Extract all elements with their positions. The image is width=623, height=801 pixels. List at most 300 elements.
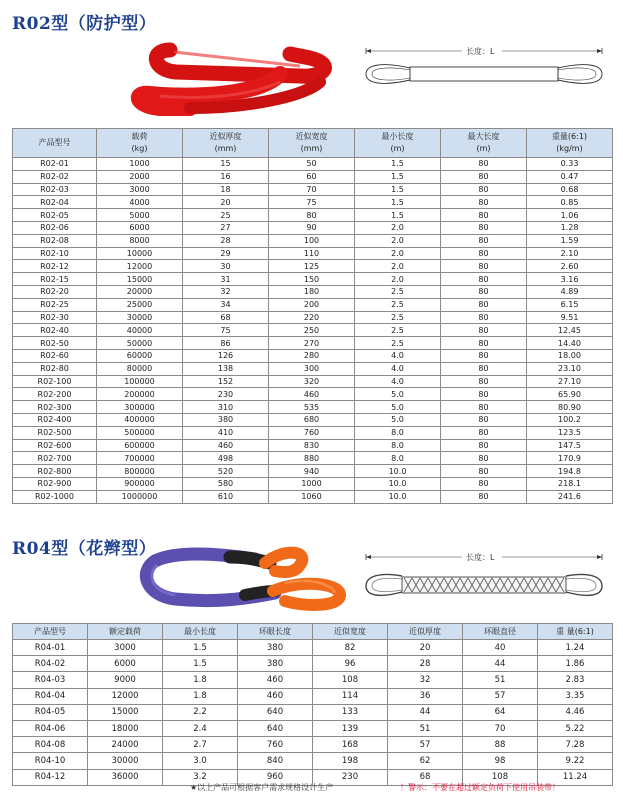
table-cell: 940 bbox=[269, 465, 355, 478]
r04-length-diagram bbox=[362, 546, 614, 606]
table-cell: 20 bbox=[388, 640, 463, 656]
table-cell: 1.5 bbox=[355, 209, 441, 222]
table-cell: 80 bbox=[441, 349, 527, 362]
table-cell: 194.8 bbox=[527, 465, 613, 478]
table-cell: 133 bbox=[313, 704, 388, 720]
table-cell: 2.10 bbox=[527, 247, 613, 260]
r02-section-title: R02型（防护型） bbox=[12, 14, 157, 34]
r02-length-diagram bbox=[362, 38, 614, 90]
table-cell: 840 bbox=[238, 753, 313, 769]
table-cell: 3.0 bbox=[163, 753, 238, 769]
table-cell: 57 bbox=[463, 688, 538, 704]
r04-header-cell: 近似宽度 bbox=[313, 624, 388, 640]
table-cell: 28 bbox=[183, 234, 269, 247]
table-cell: 380 bbox=[238, 656, 313, 672]
table-cell: 80 bbox=[441, 375, 527, 388]
table-cell: 152 bbox=[183, 375, 269, 388]
table-cell: 760 bbox=[238, 737, 313, 753]
r04-header-cell: 重 量(6:1) bbox=[538, 624, 613, 640]
table-cell: 1000000 bbox=[97, 490, 183, 503]
table-cell: 2.5 bbox=[355, 285, 441, 298]
table-row bbox=[13, 375, 613, 388]
table-cell: 460 bbox=[269, 388, 355, 401]
table-cell: 10.0 bbox=[355, 490, 441, 503]
table-cell: 80 bbox=[441, 209, 527, 222]
table-cell: 6.15 bbox=[527, 298, 613, 311]
table-cell: 11.24 bbox=[538, 769, 613, 785]
table-cell: R04-02 bbox=[13, 656, 88, 672]
table-cell: 9000 bbox=[88, 672, 163, 688]
table-cell: 2.0 bbox=[355, 247, 441, 260]
table-cell: 0.85 bbox=[527, 196, 613, 209]
table-cell: 2.0 bbox=[355, 234, 441, 247]
table-row bbox=[13, 388, 613, 401]
table-cell: 9.51 bbox=[527, 311, 613, 324]
table-cell: 80 bbox=[441, 234, 527, 247]
table-cell: 80 bbox=[441, 362, 527, 375]
table-cell: 410 bbox=[183, 426, 269, 439]
table-cell: 8000 bbox=[97, 234, 183, 247]
table-cell: 4.89 bbox=[527, 285, 613, 298]
table-cell: R02-800 bbox=[13, 465, 97, 478]
table-cell: 2.5 bbox=[355, 324, 441, 337]
table-cell: 6000 bbox=[97, 221, 183, 234]
table-cell: 2.5 bbox=[355, 311, 441, 324]
table-cell: 80 bbox=[441, 324, 527, 337]
table-cell: 28 bbox=[388, 656, 463, 672]
table-cell: 10.0 bbox=[355, 477, 441, 490]
table-cell: 80 bbox=[441, 337, 527, 350]
r04-section-title: R04型（花辫型） bbox=[12, 539, 157, 559]
table-cell: R04-10 bbox=[13, 753, 88, 769]
table-cell: R02-03 bbox=[13, 183, 97, 196]
table-cell: 1.5 bbox=[163, 656, 238, 672]
table-cell: R02-700 bbox=[13, 452, 97, 465]
table-cell: 640 bbox=[238, 704, 313, 720]
table-cell: 1.5 bbox=[163, 640, 238, 656]
table-cell: 960 bbox=[238, 769, 313, 785]
table-cell: 114 bbox=[313, 688, 388, 704]
table-cell: 110 bbox=[269, 247, 355, 260]
table-cell: R04-12 bbox=[13, 769, 88, 785]
table-cell: 1.8 bbox=[163, 688, 238, 704]
table-cell: R02-01 bbox=[13, 158, 97, 171]
table-cell: 1.28 bbox=[527, 221, 613, 234]
table-cell: 12000 bbox=[88, 688, 163, 704]
table-row bbox=[13, 656, 613, 672]
table-cell: 80 bbox=[441, 477, 527, 490]
table-cell: R02-25 bbox=[13, 298, 97, 311]
table-cell: 380 bbox=[183, 413, 269, 426]
table-cell: 86 bbox=[183, 337, 269, 350]
table-cell: 100 bbox=[269, 234, 355, 247]
table-cell: 80 bbox=[441, 196, 527, 209]
table-cell: 460 bbox=[183, 439, 269, 452]
table-cell: 5.22 bbox=[538, 720, 613, 736]
table-cell: 5.0 bbox=[355, 401, 441, 414]
table-cell: 10000 bbox=[97, 247, 183, 260]
table-cell: 600000 bbox=[97, 439, 183, 452]
table-cell: 44 bbox=[463, 656, 538, 672]
table-cell: R04-04 bbox=[13, 688, 88, 704]
table-cell: 65.90 bbox=[527, 388, 613, 401]
r02-header-cell: 最大长度 (m) bbox=[441, 129, 527, 158]
table-cell: 147.5 bbox=[527, 439, 613, 452]
r02-table-header bbox=[13, 129, 613, 158]
table-cell: 68 bbox=[183, 311, 269, 324]
table-cell: 18 bbox=[183, 183, 269, 196]
table-cell: 139 bbox=[313, 720, 388, 736]
table-cell: 51 bbox=[388, 720, 463, 736]
table-cell: 80 bbox=[441, 170, 527, 183]
table-cell: 18000 bbox=[88, 720, 163, 736]
table-cell: R02-900 bbox=[13, 477, 97, 490]
table-row bbox=[13, 324, 613, 337]
table-cell: 8.0 bbox=[355, 452, 441, 465]
table-cell: 900000 bbox=[97, 477, 183, 490]
table-cell: 300 bbox=[269, 362, 355, 375]
table-cell: 57 bbox=[388, 737, 463, 753]
table-cell: R02-12 bbox=[13, 260, 97, 273]
table-cell: 220 bbox=[269, 311, 355, 324]
table-cell: 62 bbox=[388, 753, 463, 769]
table-cell: 50000 bbox=[97, 337, 183, 350]
table-cell: 36000 bbox=[88, 769, 163, 785]
table-cell: 150 bbox=[269, 273, 355, 286]
table-row bbox=[13, 158, 613, 171]
table-cell: 80 bbox=[441, 426, 527, 439]
table-cell: 520 bbox=[183, 465, 269, 478]
table-cell: 18.00 bbox=[527, 349, 613, 362]
table-cell: 100.2 bbox=[527, 413, 613, 426]
table-cell: 29 bbox=[183, 247, 269, 260]
table-row bbox=[13, 737, 613, 753]
table-cell: 70 bbox=[269, 183, 355, 196]
table-cell: 60000 bbox=[97, 349, 183, 362]
table-cell: 40 bbox=[463, 640, 538, 656]
table-cell: 580 bbox=[183, 477, 269, 490]
table-cell: R04-03 bbox=[13, 672, 88, 688]
table-cell: 3.35 bbox=[538, 688, 613, 704]
table-cell: 3000 bbox=[97, 183, 183, 196]
table-cell: 230 bbox=[313, 769, 388, 785]
table-cell: 198 bbox=[313, 753, 388, 769]
r04-table-body bbox=[13, 640, 613, 786]
table-cell: 5.0 bbox=[355, 388, 441, 401]
r02-header-cell: 重量(6:1) (kg/m) bbox=[527, 129, 613, 158]
table-row bbox=[13, 196, 613, 209]
table-row bbox=[13, 183, 613, 196]
table-row bbox=[13, 439, 613, 452]
table-cell: 300000 bbox=[97, 401, 183, 414]
table-cell: 640 bbox=[238, 720, 313, 736]
r04-spec-table bbox=[12, 623, 613, 786]
r04-header-cell: 近似厚度 bbox=[388, 624, 463, 640]
table-cell: 400000 bbox=[97, 413, 183, 426]
table-cell: 498 bbox=[183, 452, 269, 465]
table-cell: 4.0 bbox=[355, 362, 441, 375]
table-cell: 80 bbox=[441, 158, 527, 171]
table-cell: 3.16 bbox=[527, 273, 613, 286]
table-cell: 10.0 bbox=[355, 465, 441, 478]
table-cell: 125 bbox=[269, 260, 355, 273]
table-cell: 30 bbox=[183, 260, 269, 273]
table-cell: 2.5 bbox=[355, 298, 441, 311]
table-row bbox=[13, 452, 613, 465]
table-cell: 25 bbox=[183, 209, 269, 222]
table-row bbox=[13, 426, 613, 439]
table-cell: 200 bbox=[269, 298, 355, 311]
table-cell: 2.83 bbox=[538, 672, 613, 688]
r02-sling-photo bbox=[130, 36, 355, 116]
table-cell: 1.5 bbox=[355, 183, 441, 196]
length-label-r02: 长度：L bbox=[466, 47, 495, 56]
table-cell: 280 bbox=[269, 349, 355, 362]
table-cell: 88 bbox=[463, 737, 538, 753]
table-cell: 80.90 bbox=[527, 401, 613, 414]
r02-header-cell: 近似宽度 (mm) bbox=[269, 129, 355, 158]
r04-header-cell: 环眼长度 bbox=[238, 624, 313, 640]
table-cell: R02-06 bbox=[13, 221, 97, 234]
table-row bbox=[13, 672, 613, 688]
table-row bbox=[13, 490, 613, 503]
table-cell: 44 bbox=[388, 704, 463, 720]
table-cell: 1060 bbox=[269, 490, 355, 503]
table-cell: 32 bbox=[388, 672, 463, 688]
table-cell: 80 bbox=[441, 260, 527, 273]
table-cell: 2.7 bbox=[163, 737, 238, 753]
r02-header-cell: 产品型号 bbox=[13, 129, 97, 158]
table-cell: 30000 bbox=[97, 311, 183, 324]
table-cell: 2000 bbox=[97, 170, 183, 183]
table-cell: R02-1000 bbox=[13, 490, 97, 503]
r04-header-cell: 产品型号 bbox=[13, 624, 88, 640]
table-cell: 2.0 bbox=[355, 273, 441, 286]
table-cell: 168 bbox=[313, 737, 388, 753]
table-cell: 4.0 bbox=[355, 349, 441, 362]
table-cell: 1.59 bbox=[527, 234, 613, 247]
table-cell: 3.2 bbox=[163, 769, 238, 785]
table-row bbox=[13, 704, 613, 720]
table-cell: 1.5 bbox=[355, 158, 441, 171]
table-cell: 80 bbox=[441, 273, 527, 286]
table-cell: 16 bbox=[183, 170, 269, 183]
table-cell: 80 bbox=[441, 413, 527, 426]
table-cell: 4000 bbox=[97, 196, 183, 209]
table-cell: R04-01 bbox=[13, 640, 88, 656]
table-cell: 180 bbox=[269, 285, 355, 298]
table-cell: 12.45 bbox=[527, 324, 613, 337]
table-cell: 218.1 bbox=[527, 477, 613, 490]
table-row bbox=[13, 465, 613, 478]
table-cell: 800000 bbox=[97, 465, 183, 478]
table-cell: R02-02 bbox=[13, 170, 97, 183]
table-row bbox=[13, 234, 613, 247]
table-cell: R02-300 bbox=[13, 401, 97, 414]
r04-header-cell: 环眼直径 bbox=[463, 624, 538, 640]
table-cell: 80 bbox=[441, 401, 527, 414]
table-cell: R02-600 bbox=[13, 439, 97, 452]
table-cell: 1.5 bbox=[355, 170, 441, 183]
table-cell: 15 bbox=[183, 158, 269, 171]
table-cell: 9.22 bbox=[538, 753, 613, 769]
table-cell: 80 bbox=[441, 465, 527, 478]
r02-spec-table bbox=[12, 128, 613, 504]
r04-header-cell: 最小长度 bbox=[163, 624, 238, 640]
table-row bbox=[13, 260, 613, 273]
table-cell: 1.8 bbox=[163, 672, 238, 688]
table-row bbox=[13, 247, 613, 260]
r02-header-cell: 最小长度 (m) bbox=[355, 129, 441, 158]
table-cell: R04-05 bbox=[13, 704, 88, 720]
table-cell: R02-100 bbox=[13, 375, 97, 388]
table-cell: 5000 bbox=[97, 209, 183, 222]
r02-table-body bbox=[13, 158, 613, 504]
table-cell: R02-04 bbox=[13, 196, 97, 209]
table-cell: 2.2 bbox=[163, 704, 238, 720]
table-cell: 80 bbox=[441, 298, 527, 311]
table-cell: 80 bbox=[441, 452, 527, 465]
r02-header-cell: 载荷 (kg) bbox=[97, 129, 183, 158]
table-cell: 108 bbox=[463, 769, 538, 785]
customization-note: ★以上产品可根据客户需求规格设计生产 bbox=[190, 783, 334, 792]
table-cell: 80 bbox=[441, 183, 527, 196]
table-row bbox=[13, 477, 613, 490]
table-cell: 1.06 bbox=[527, 209, 613, 222]
table-cell: R02-200 bbox=[13, 388, 97, 401]
table-cell: 96 bbox=[313, 656, 388, 672]
table-row bbox=[13, 273, 613, 286]
table-cell: 20000 bbox=[97, 285, 183, 298]
table-cell: R02-10 bbox=[13, 247, 97, 260]
length-label-r04: 长度：L bbox=[466, 553, 495, 562]
table-cell: 700000 bbox=[97, 452, 183, 465]
table-cell: 760 bbox=[269, 426, 355, 439]
table-cell: 40000 bbox=[97, 324, 183, 337]
table-cell: 0.33 bbox=[527, 158, 613, 171]
table-cell: 80 bbox=[441, 247, 527, 260]
table-cell: 250 bbox=[269, 324, 355, 337]
table-cell: 90 bbox=[269, 221, 355, 234]
table-row bbox=[13, 349, 613, 362]
table-cell: 123.5 bbox=[527, 426, 613, 439]
table-row bbox=[13, 311, 613, 324]
table-cell: 20 bbox=[183, 196, 269, 209]
r04-header-cell: 额定载荷 bbox=[88, 624, 163, 640]
table-row bbox=[13, 362, 613, 375]
table-cell: R02-500 bbox=[13, 426, 97, 439]
table-cell: 36 bbox=[388, 688, 463, 704]
table-cell: 100000 bbox=[97, 375, 183, 388]
table-cell: R04-08 bbox=[13, 737, 88, 753]
table-cell: 25000 bbox=[97, 298, 183, 311]
table-cell: 82 bbox=[313, 640, 388, 656]
table-cell: R02-60 bbox=[13, 349, 97, 362]
table-cell: 15000 bbox=[97, 273, 183, 286]
table-cell: R02-05 bbox=[13, 209, 97, 222]
table-cell: 31 bbox=[183, 273, 269, 286]
r02-header-cell: 近似厚度 (mm) bbox=[183, 129, 269, 158]
table-row bbox=[13, 720, 613, 736]
table-cell: 380 bbox=[238, 640, 313, 656]
table-cell: 80 bbox=[269, 209, 355, 222]
r04-table-header bbox=[13, 624, 613, 640]
table-cell: 64 bbox=[463, 704, 538, 720]
table-cell: 170.9 bbox=[527, 452, 613, 465]
table-cell: 12000 bbox=[97, 260, 183, 273]
table-cell: R02-80 bbox=[13, 362, 97, 375]
table-cell: 70 bbox=[463, 720, 538, 736]
table-cell: 2.0 bbox=[355, 221, 441, 234]
table-cell: 68 bbox=[388, 769, 463, 785]
table-cell: 6000 bbox=[88, 656, 163, 672]
table-cell: 5.0 bbox=[355, 413, 441, 426]
table-cell: 4.0 bbox=[355, 375, 441, 388]
table-cell: 80000 bbox=[97, 362, 183, 375]
table-cell: 80 bbox=[441, 490, 527, 503]
table-row bbox=[13, 753, 613, 769]
table-row bbox=[13, 640, 613, 656]
table-cell: 32 bbox=[183, 285, 269, 298]
table-row bbox=[13, 298, 613, 311]
table-cell: 80 bbox=[441, 439, 527, 452]
table-cell: 500000 bbox=[97, 426, 183, 439]
table-cell: 1.86 bbox=[538, 656, 613, 672]
table-row bbox=[13, 413, 613, 426]
table-cell: 60 bbox=[269, 170, 355, 183]
table-cell: 2.0 bbox=[355, 260, 441, 273]
table-cell: R02-20 bbox=[13, 285, 97, 298]
table-cell: R02-08 bbox=[13, 234, 97, 247]
table-cell: 27 bbox=[183, 221, 269, 234]
table-cell: 34 bbox=[183, 298, 269, 311]
table-cell: R02-15 bbox=[13, 273, 97, 286]
table-cell: 880 bbox=[269, 452, 355, 465]
table-cell: 24000 bbox=[88, 737, 163, 753]
table-cell: 15000 bbox=[88, 704, 163, 720]
table-cell: 241.6 bbox=[527, 490, 613, 503]
table-cell: 0.47 bbox=[527, 170, 613, 183]
table-cell: 1.5 bbox=[355, 196, 441, 209]
table-cell: 2.60 bbox=[527, 260, 613, 273]
table-cell: 50 bbox=[269, 158, 355, 171]
table-cell: 80 bbox=[441, 388, 527, 401]
table-cell: 30000 bbox=[88, 753, 163, 769]
r04-sling-photo bbox=[135, 543, 350, 615]
table-cell: 460 bbox=[238, 672, 313, 688]
table-cell: 460 bbox=[238, 688, 313, 704]
table-row bbox=[13, 688, 613, 704]
table-row bbox=[13, 209, 613, 222]
table-cell: 1000 bbox=[269, 477, 355, 490]
table-cell: 98 bbox=[463, 753, 538, 769]
table-row bbox=[13, 401, 613, 414]
table-cell: R02-30 bbox=[13, 311, 97, 324]
table-cell: 75 bbox=[269, 196, 355, 209]
table-cell: 310 bbox=[183, 401, 269, 414]
table-cell: 680 bbox=[269, 413, 355, 426]
safety-warning: ！警示：不要在超过额定负荷下使用吊装带！ bbox=[400, 783, 560, 792]
table-cell: 8.0 bbox=[355, 426, 441, 439]
table-cell: 80 bbox=[441, 221, 527, 234]
table-cell: 1000 bbox=[97, 158, 183, 171]
table-cell: 320 bbox=[269, 375, 355, 388]
table-cell: 2.5 bbox=[355, 337, 441, 350]
table-cell: 535 bbox=[269, 401, 355, 414]
table-cell: R02-50 bbox=[13, 337, 97, 350]
table-cell: 7.28 bbox=[538, 737, 613, 753]
table-cell: 138 bbox=[183, 362, 269, 375]
